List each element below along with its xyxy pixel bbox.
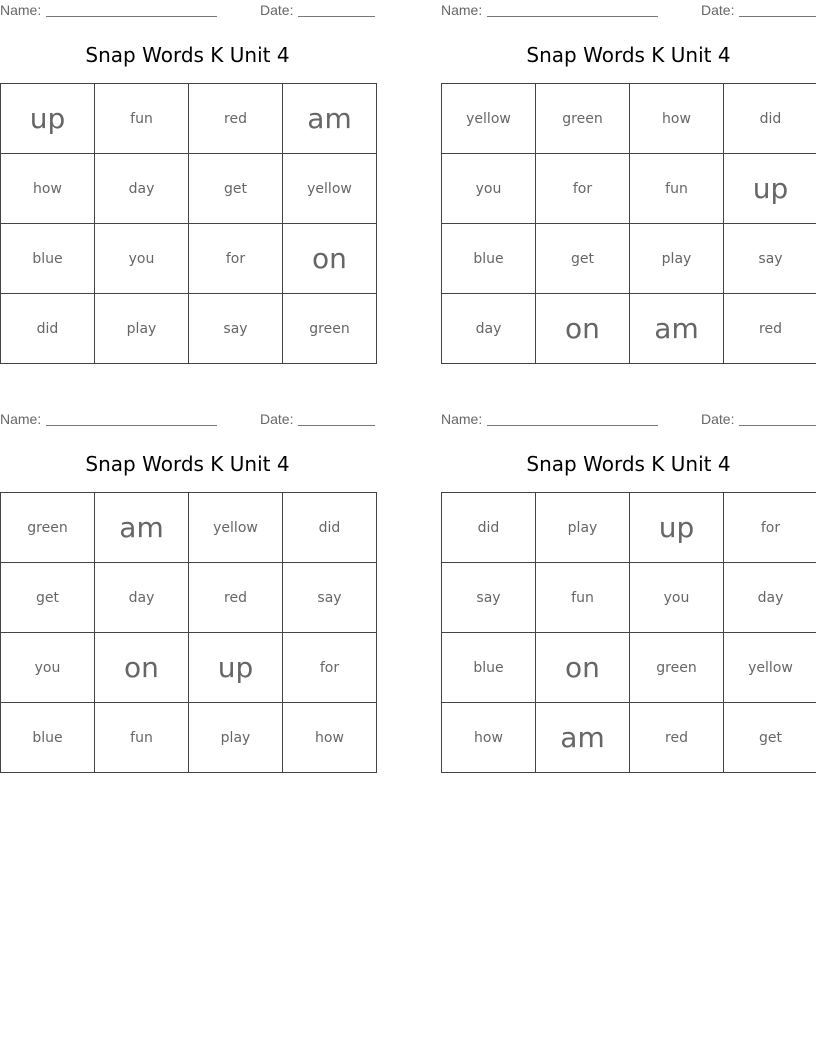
grid-row xyxy=(442,563,816,633)
word-cell[interactable]: for xyxy=(724,493,816,563)
name-label: Name: xyxy=(441,411,483,427)
card-title: Snap Words K Unit 4 xyxy=(85,43,290,67)
word-cell[interactable]: how xyxy=(442,703,536,773)
word-grid xyxy=(0,492,377,773)
word-cell[interactable]: green xyxy=(630,633,724,703)
card-header xyxy=(0,409,375,429)
word-cell[interactable]: blue xyxy=(1,224,95,294)
word-cell[interactable]: play xyxy=(630,224,724,294)
card-header xyxy=(0,0,375,20)
grid-row xyxy=(442,703,816,773)
word-cell[interactable]: green xyxy=(1,493,95,563)
word-cell[interactable]: get xyxy=(724,703,816,773)
name-field[interactable] xyxy=(487,16,658,17)
word-cell[interactable]: day xyxy=(95,563,189,633)
word-cell[interactable]: am xyxy=(630,294,724,364)
word-cell[interactable]: red xyxy=(724,294,816,364)
word-cell[interactable]: say xyxy=(189,294,283,364)
name-field[interactable] xyxy=(46,425,217,426)
grid-row xyxy=(442,224,816,294)
word-cell[interactable]: how xyxy=(283,703,377,773)
word-cell[interactable]: green xyxy=(536,84,630,154)
grid-row xyxy=(442,633,816,703)
card-header xyxy=(441,0,816,20)
date-field[interactable] xyxy=(298,425,375,426)
date-field[interactable] xyxy=(739,425,816,426)
word-cell[interactable]: did xyxy=(442,493,536,563)
word-cell[interactable]: fun xyxy=(536,563,630,633)
grid-row xyxy=(1,563,377,633)
word-cell[interactable]: you xyxy=(630,563,724,633)
word-cell[interactable]: how xyxy=(1,154,95,224)
word-cell[interactable]: yellow xyxy=(283,154,377,224)
word-cell[interactable]: you xyxy=(95,224,189,294)
word-cell[interactable]: play xyxy=(536,493,630,563)
word-cell[interactable]: you xyxy=(1,633,95,703)
word-cell[interactable]: red xyxy=(189,84,283,154)
word-cell[interactable]: say xyxy=(283,563,377,633)
word-cell[interactable]: on xyxy=(536,294,630,364)
grid-row xyxy=(1,294,377,364)
word-cell[interactable]: for xyxy=(189,224,283,294)
word-cell[interactable]: blue xyxy=(442,633,536,703)
word-cell[interactable]: day xyxy=(442,294,536,364)
grid-row xyxy=(1,493,377,563)
date-label: Date: xyxy=(260,411,294,427)
word-cell[interactable]: fun xyxy=(95,703,189,773)
word-cell[interactable]: am xyxy=(536,703,630,773)
grid-row xyxy=(442,294,816,364)
grid-row xyxy=(1,154,377,224)
word-cell[interactable]: am xyxy=(95,493,189,563)
word-cell[interactable]: how xyxy=(630,84,724,154)
word-cell[interactable]: fun xyxy=(630,154,724,224)
grid-row xyxy=(1,633,377,703)
card-header xyxy=(441,409,816,429)
grid-row xyxy=(1,703,377,773)
bingo-card-2 xyxy=(441,0,816,345)
word-cell[interactable]: up xyxy=(724,154,816,224)
word-cell[interactable]: day xyxy=(724,563,816,633)
word-cell[interactable]: say xyxy=(724,224,816,294)
word-cell[interactable]: blue xyxy=(1,703,95,773)
card-title: Snap Words K Unit 4 xyxy=(85,452,290,476)
card-title: Snap Words K Unit 4 xyxy=(526,43,731,67)
word-cell[interactable]: on xyxy=(536,633,630,703)
card-title: Snap Words K Unit 4 xyxy=(526,452,731,476)
word-cell[interactable]: up xyxy=(630,493,724,563)
word-cell[interactable]: up xyxy=(1,84,95,154)
grid-row xyxy=(442,493,816,563)
word-cell[interactable]: did xyxy=(724,84,816,154)
word-cell[interactable]: am xyxy=(283,84,377,154)
word-cell[interactable]: on xyxy=(283,224,377,294)
bingo-card-1 xyxy=(0,0,375,337)
word-cell[interactable]: yellow xyxy=(442,84,536,154)
word-cell[interactable]: on xyxy=(95,633,189,703)
name-label: Name: xyxy=(441,2,483,18)
word-grid xyxy=(441,492,816,773)
word-cell[interactable]: you xyxy=(442,154,536,224)
grid-row xyxy=(442,154,816,224)
grid-row xyxy=(442,84,816,154)
word-cell[interactable]: get xyxy=(536,224,630,294)
word-cell[interactable]: day xyxy=(95,154,189,224)
word-cell[interactable]: play xyxy=(189,703,283,773)
word-cell[interactable]: blue xyxy=(442,224,536,294)
word-cell[interactable]: red xyxy=(189,563,283,633)
bingo-card-4 xyxy=(441,409,816,754)
grid-row xyxy=(1,84,377,154)
date-label: Date: xyxy=(260,2,294,18)
grid-row xyxy=(1,224,377,294)
word-cell[interactable]: say xyxy=(442,563,536,633)
name-field[interactable] xyxy=(487,425,658,426)
word-grid xyxy=(0,83,377,364)
name-label: Name: xyxy=(0,2,42,18)
word-cell[interactable]: yellow xyxy=(189,493,283,563)
word-cell[interactable]: for xyxy=(283,633,377,703)
bingo-card-3 xyxy=(0,409,375,746)
word-cell[interactable]: up xyxy=(189,633,283,703)
word-cell[interactable]: for xyxy=(536,154,630,224)
date-label: Date: xyxy=(701,411,735,427)
word-cell[interactable]: get xyxy=(1,563,95,633)
name-field[interactable] xyxy=(46,16,217,17)
date-label: Date: xyxy=(701,2,735,18)
name-label: Name: xyxy=(0,411,42,427)
word-cell[interactable]: red xyxy=(630,703,724,773)
word-cell[interactable]: fun xyxy=(95,84,189,154)
word-cell[interactable]: get xyxy=(189,154,283,224)
word-cell[interactable]: did xyxy=(1,294,95,364)
word-cell[interactable]: play xyxy=(95,294,189,364)
date-field[interactable] xyxy=(298,16,375,17)
word-cell[interactable]: green xyxy=(283,294,377,364)
word-grid xyxy=(441,83,816,364)
word-cell[interactable]: yellow xyxy=(724,633,816,703)
word-cell[interactable]: did xyxy=(283,493,377,563)
date-field[interactable] xyxy=(739,16,816,17)
